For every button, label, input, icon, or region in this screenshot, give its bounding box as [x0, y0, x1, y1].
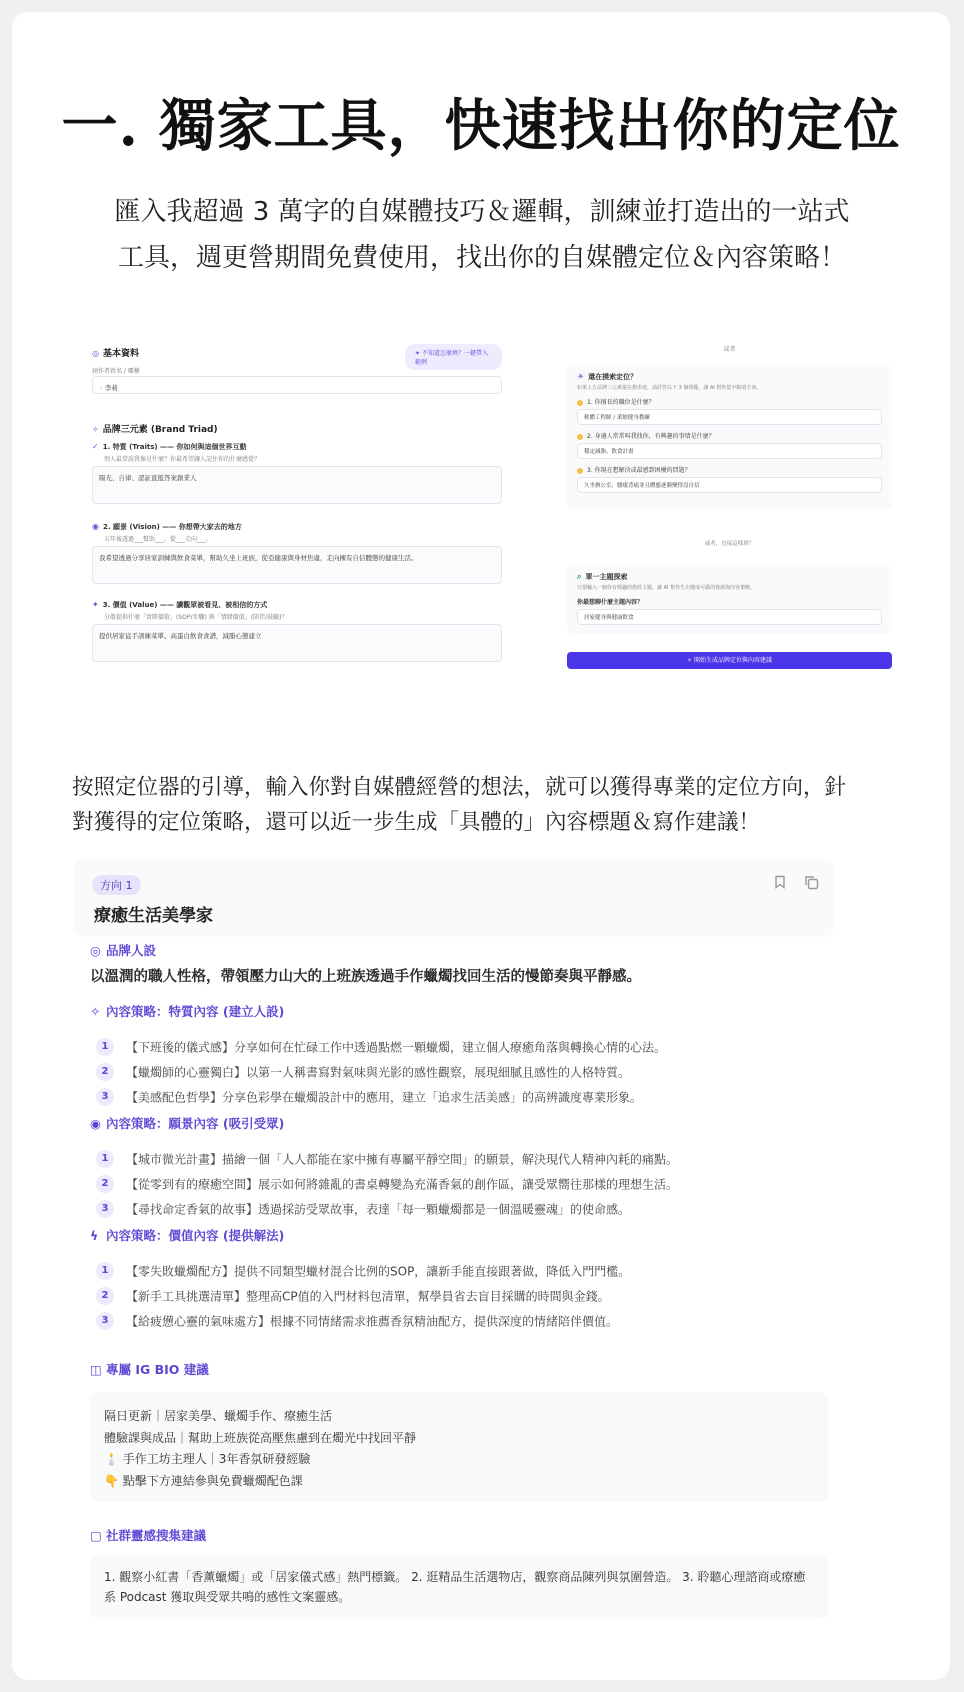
eye-icon: ◉ — [92, 522, 99, 531]
lightning-icon: ϟ — [90, 1228, 99, 1243]
list-item: 2 【蠟燭師的心靈獨白】以第一人稱書寫對氣味與光影的感性觀察，展現細膩且感性的人格特質。 — [96, 1063, 630, 1081]
question-1: 1. 你擅長的職位是什麼？ — [577, 397, 882, 406]
direction-badge: 方向 1 — [92, 875, 141, 895]
single-topic-label: 你最想聊什麼主題內容？ — [577, 599, 644, 606]
target-icon: ◉ — [90, 1116, 101, 1131]
traits-field — [92, 442, 502, 504]
community-box: 1. 觀察小紅書「香薰蠟燭」或「居家儀式感」熱門標籤。 2. 逛精品生活選物店，觀察商品陳列與氛圍營造。 3. 聆聽心理諮商或療癒系 Podcast 獲取與受眾共鳴的感性文案靈感。 — [90, 1555, 828, 1619]
list-item: 3 【美感配色哲學】分享色彩學在蠟燭設計中的應用，建立「追求生活美感」的高辨識度專業形象。 — [96, 1088, 642, 1106]
vision-field — [92, 522, 502, 584]
single-topic-sub: 只要輸入一個你有興趣的想經主題，讓 AI 幫你生出變成可做的資源與內容策略。 — [577, 585, 756, 591]
basic-info-heading: ◎ 基本資料 — [92, 349, 139, 359]
traits-label: ✓ 1. 特質 (Traits) —— 你如何與這個世界互動 — [92, 442, 247, 451]
bookmark-icon[interactable] — [772, 875, 788, 891]
list-item: 2 【新手工具挑選清單】整理高CP值的入門材料包清單，幫學員省去盲目採購的時間與金錢。 — [96, 1287, 610, 1305]
traits-hint: 別人最常說我像是什麼？你最希望讓人記住你的什麼感覺？ — [104, 456, 261, 463]
sparkles-icon: ✧ — [687, 657, 694, 664]
hero-intro-line: 匯入我超過 3 萬字的自媒體技巧＆邏輯，訓練並打造出的一站式 — [114, 197, 850, 227]
question-3: 3. 你現在想解決或最感到困擾的問題？ — [577, 465, 882, 474]
or-divider: 或者，直接這樣填？ — [704, 541, 755, 547]
hero-intro-line: 工具，週更營期間免費使用，找出你的自媒體定位＆內容策略！ — [117, 243, 846, 273]
strategy-heading-vision: ◉ 內容策略：願景內容 (吸引受眾) — [90, 1116, 285, 1131]
list-item: 1 【零失敗蠟燭配方】提供不同類型蠟材混合比例的SOP，讓新手能直接跟著做，降低入門門檻。 — [96, 1262, 630, 1280]
page-card — [12, 12, 950, 1680]
sparkles-icon: ✧ — [90, 1004, 101, 1019]
strategy-heading-value: ϟ 內容策略：價值內容 (提供解法) — [90, 1228, 285, 1243]
compass-icon: ◎ — [90, 943, 101, 958]
single-topic-title: ⌕ 單一主題探索 — [577, 572, 628, 581]
section2-intro — [72, 770, 892, 840]
list-item: 2 【從零到有的療癒空間】展示如何將雜亂的書桌轉變為充滿香氣的創作區，讓受眾嚮往那樣的理想生活。 — [96, 1175, 678, 1193]
vision-label: ◉ 2. 願景 (Vision) —— 你想帶大家去的地方 — [92, 522, 242, 531]
brand-persona-text: 以溫潤的職人性格，帶領壓力山大的上班族透過手作蠟燭找回生活的慢節奏與平靜感。 — [90, 969, 641, 985]
vision-hint: 五年後透過___幫助___，從___走向___。 — [104, 536, 213, 543]
sparkles-icon: ✧ — [92, 425, 99, 434]
list-item: 3 【給疲憊心靈的氣味處方】根據不同情緒需求推薦香氛精油配方，提供深度的情緒陪伴價值。 — [96, 1312, 618, 1330]
creator-name-label: 創作者姓名 / 暱稱 — [92, 368, 140, 375]
vision-textarea[interactable]: 我希望透過分享居家訓練與飲食菜單，幫助久坐上班族，從亞健康與身材焦慮，走向擁有自信體態的健康生活。 — [92, 546, 502, 584]
question-2: 2. 身邊人常常叫我找你，有興趣的事情是什麼？ — [577, 431, 882, 440]
creator-name-input[interactable]: ◦ 李莉 — [92, 376, 502, 394]
positioning-title: ☀ 還在摸索定位？ — [577, 372, 638, 381]
sparkle-icon: ✦ — [92, 600, 99, 609]
page-title: 一. 獨家工具，快速找出你的定位 — [61, 93, 901, 159]
positioning-sub: 如果上方品牌三元素還在想表達，請詳答以下 3 個問題，讓 AI 幫你從中點明方向。 — [577, 385, 762, 391]
value-field — [92, 600, 502, 662]
brand-persona-heading: ◎ 品牌人設 — [90, 943, 157, 958]
strategy-heading-traits: ✧ 內容策略：特質內容 (建立人設) — [90, 1004, 285, 1019]
answer-3-input[interactable]: 久坐辦公室、腰痠背痛並且體態逐漸變得沒自信 — [577, 477, 882, 493]
section2-intro-line: 按照定位器的引導，輸入你對自媒體經營的想法，就可以獲得專業的定位方向，針 — [72, 775, 847, 800]
search-icon: ⌕ — [577, 572, 582, 581]
single-topic-card — [567, 564, 892, 634]
traits-textarea[interactable]: 陽光、自律、認証直抵答案創業人 — [92, 466, 502, 504]
ig-bio-box — [90, 1392, 828, 1502]
generate-button[interactable]: ✧ 開始生成品牌定位與內容建議 — [567, 652, 892, 669]
or-divider: 或者 — [723, 346, 736, 353]
answer-2-input[interactable]: 穩定減脂、飲食計畫 — [577, 443, 882, 459]
answer-1-input[interactable]: 軟體工程師 / 業餘健身教練 — [577, 409, 882, 425]
value-textarea[interactable]: 提供居家徒手訓練菜單、高蛋白飲食食譜，減脂心態建立 — [92, 624, 502, 662]
value-hint: 分散提供什麼「實際價值」(SOP/步驟) 與「情緒價值」(陪伴/鼓勵)？ — [104, 614, 288, 621]
instagram-icon: ◫ — [90, 1362, 102, 1377]
bio-line: 🕯️ 手作工坊主理人｜3年香氛研發經驗 — [104, 1452, 311, 1466]
brand-triad-heading: ✧ 品牌三元素 (Brand Triad) — [92, 425, 218, 435]
list-item: 1 【下班後的儀式感】分享如何在忙碌工作中透過點燃一顆蠟燭，建立個人療癒角落與轉換心情的心法。 — [96, 1038, 666, 1056]
example-fill-button[interactable]: ✦ 不知道怎麼填？一鍵帶入範例 — [405, 344, 502, 370]
community-heading: ▢ 社群靈感搜集建議 — [90, 1528, 207, 1543]
lightbulb-icon: ☀ — [577, 372, 585, 381]
list-item: 3 【尋找命定香氣的故事】透過採訪受眾故事，表達「每一顆蠟燭都是一個溫暖靈魂」的使命感。 — [96, 1200, 630, 1218]
user-icon: ◦ — [99, 384, 105, 392]
list-item: 1 【城市微光計畫】描繪一個「人人都能在家中擁有專屬平靜空間」的願景，解決現代人精神內耗的痛點。 — [96, 1150, 678, 1168]
lightbulb-icon: ✦ — [415, 350, 422, 357]
single-topic-input[interactable]: 居家健身與健康飲食 — [577, 609, 882, 625]
copy-icon[interactable] — [803, 875, 819, 891]
bio-line: 隔日更新｜居家美學、蠟燭手作、療癒生活 — [104, 1409, 333, 1423]
section2-intro-line: 對獲得的定位策略，還可以近一步生成「具體的」內容標題＆寫作建議！ — [72, 810, 761, 835]
bio-line: 👇 點擊下方連結參與免費蠟燭配色課 — [104, 1473, 303, 1488]
bio-line: 體驗課與成品｜幫助上班族從高壓焦慮到在燭光中找回平靜 — [104, 1430, 417, 1445]
tool-screenshot — [72, 322, 892, 692]
chat-icon: ▢ — [90, 1528, 102, 1543]
direction-card — [74, 859, 834, 937]
value-label: ✦ 3. 價值 (Value) —— 讀觀眾被看見、被相信的方式 — [92, 600, 268, 609]
hero-intro — [92, 189, 872, 281]
ig-bio-heading: ◫ 專屬 IG BIO 建議 — [90, 1362, 209, 1377]
positioning-card — [567, 364, 892, 509]
user-icon: ◎ — [92, 349, 99, 358]
check-circle-icon: ✓ — [92, 442, 99, 451]
direction-title: 療癒生活美學家 — [94, 906, 213, 926]
